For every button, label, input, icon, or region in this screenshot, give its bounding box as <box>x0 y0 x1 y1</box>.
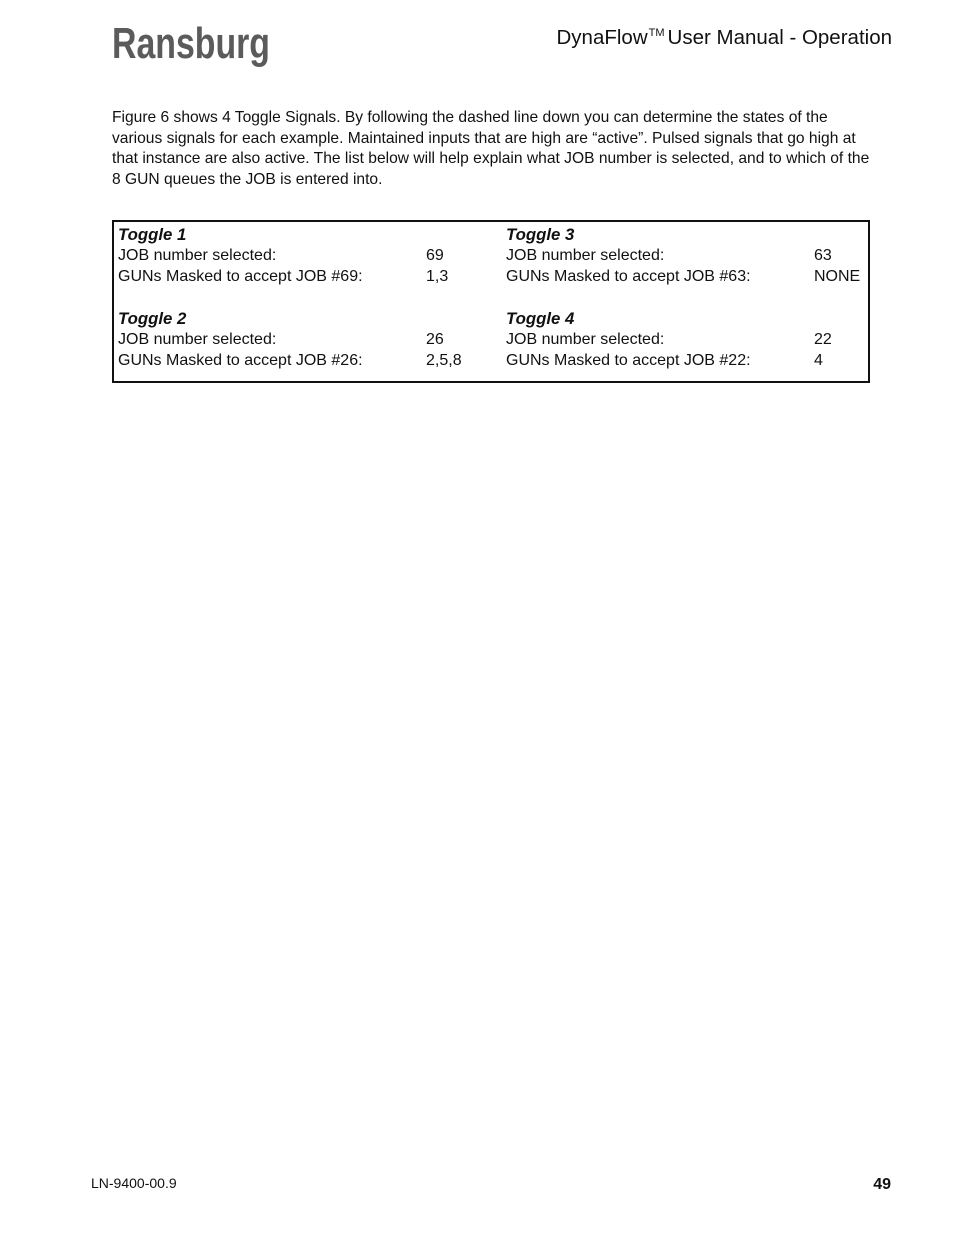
page-number: 49 <box>873 1176 891 1193</box>
toggle-1-block <box>118 224 449 287</box>
toggle-4-heading: Toggle 4 <box>506 309 575 328</box>
toggle-2-block <box>118 308 462 371</box>
job-label: JOB number selected: <box>118 247 277 264</box>
guns-label: GUNs Masked to accept JOB #26: <box>118 352 363 369</box>
toggle-column-left <box>118 224 462 371</box>
title-suffix: User Manual - Operation <box>667 26 892 49</box>
guns-label: GUNs Masked to accept JOB #69: <box>118 268 363 285</box>
guns-value: NONE <box>814 268 861 285</box>
job-label: JOB number selected: <box>506 247 665 264</box>
toggle-3-guns-row <box>506 266 861 287</box>
toggle-3-heading: Toggle 3 <box>506 225 575 244</box>
title-product: DynaFlow <box>556 26 648 49</box>
toggle-4-guns-row <box>506 350 823 371</box>
toggle-column-right <box>506 224 861 371</box>
manual-title <box>557 26 893 50</box>
document-code: LN-9400-00.9 <box>91 1175 177 1191</box>
job-value: 26 <box>426 331 444 348</box>
toggle-4-job-row <box>506 329 832 350</box>
job-value: 63 <box>814 247 832 264</box>
toggle-summary-box <box>112 220 870 383</box>
svg-text:Ransburg: Ransburg <box>112 19 270 68</box>
trademark-mark: TM <box>648 27 665 39</box>
toggle-1-job-row <box>118 245 444 266</box>
intro-paragraph: Figure 6 shows 4 Toggle Signals. By following the dashed line down you can determine the states of the various signals for each example. Maintained inputs that are high are “active”. Pulsed signals that go high at that instance are also active. The list below will help explain what JOB number is selected, and to which of the 8 GUN queues the JOB is entered into. <box>112 109 870 189</box>
guns-label: GUNs Masked to accept JOB #22: <box>506 352 751 369</box>
job-value: 69 <box>426 247 444 264</box>
toggle-2-job-row <box>118 329 444 350</box>
toggle-3-block <box>506 224 861 287</box>
guns-label: GUNs Masked to accept JOB #63: <box>506 268 751 285</box>
job-label: JOB number selected: <box>506 331 665 348</box>
guns-value: 2,5,8 <box>426 352 462 369</box>
toggle-2-heading: Toggle 2 <box>118 309 187 328</box>
toggle-1-heading: Toggle 1 <box>118 225 187 244</box>
toggle-2-guns-row <box>118 350 462 371</box>
ransburg-logo <box>112 14 272 72</box>
guns-value: 4 <box>814 352 823 369</box>
toggle-4-block <box>506 308 832 371</box>
toggle-3-job-row <box>506 245 832 266</box>
job-label: JOB number selected: <box>118 331 277 348</box>
job-value: 22 <box>814 331 832 348</box>
guns-value: 1,3 <box>426 268 449 285</box>
toggle-1-guns-row <box>118 266 449 287</box>
